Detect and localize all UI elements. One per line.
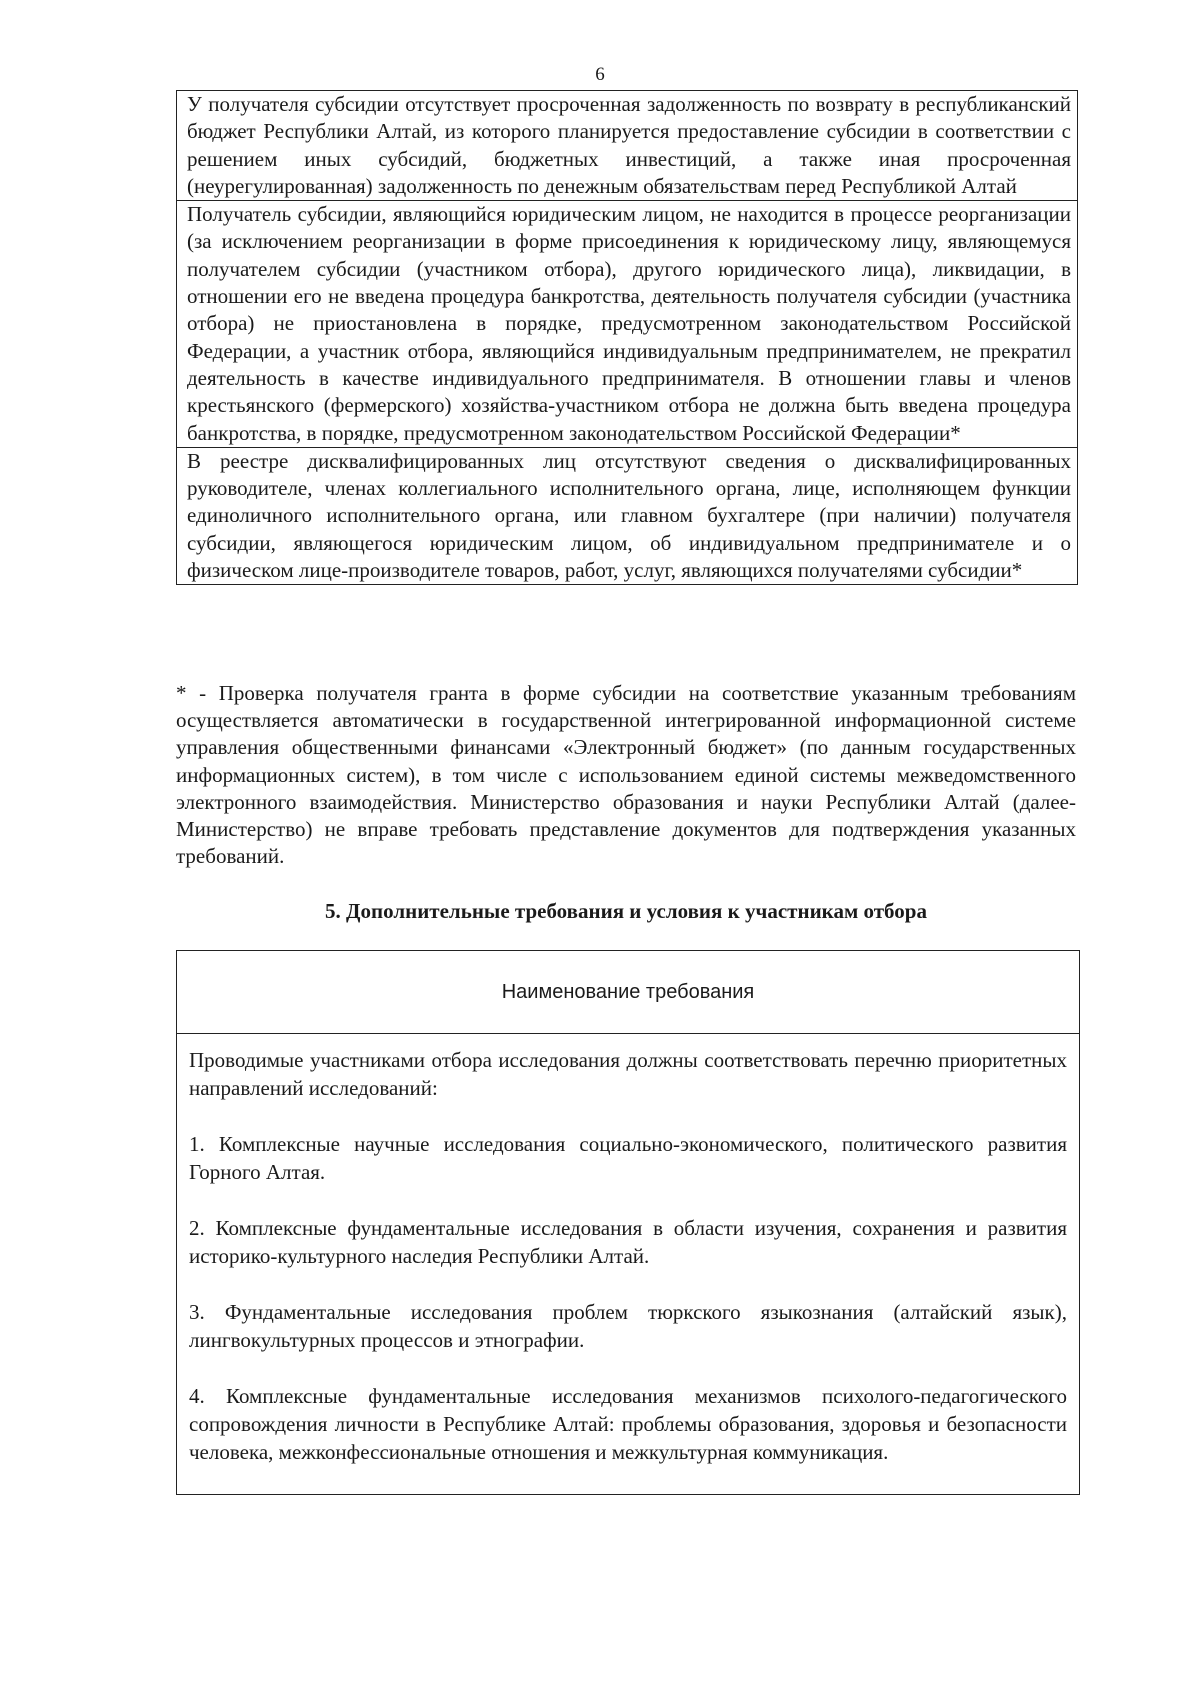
requirement-cell-no-reorganization: Получатель субсидии, являющийся юридическим лицом, не находится в процессе реорганизации (за исключением реорганизации в форме присоединения к юридическому лицу, являющемуся получателем субсидии (участником отбора), другого юридического лица), ликвидации, в отношении его не введена процедура банкротства, деятельность получателя субсидии (участника отбора) не приостановлена в порядке, предусмотренном законодательством Российской Федерации, а участник отбора, являющийся индивидуальным предпринимателем, не прекратил деятельность в качестве индивидуального предпринимателя. В отношении главы и членов крестьянского (фермерского) хозяйства-участником отбора не должна быть введена процедура банкротства, в порядке, предусмотренном законодательством Российской Федерации*	[177, 201, 1077, 448]
requirement-cell-no-debt: У получателя субсидии отсутствует просроченная задолженность по возврату в республиканский бюджет Республики Алтай, из которого планируется предоставление субсидии в соответствии с решением иных субсидий, бюджетных инвестиций, а также иная просроченная (неурегулированная) задолженность по денежным обязательствам перед Республикой Алтай	[177, 91, 1077, 201]
direction-item: 3. Фундаментальные исследования проблем тюркского языкознания (алтайский язык), лингвокультурных процессов и этнографии.	[189, 1300, 1067, 1352]
additional-requirements-table	[176, 950, 1080, 1495]
direction-item: 1. Комплексные научные исследования социально-экономического, политического развития Горного Алтая.	[189, 1132, 1067, 1184]
footnote: * - Проверка получателя гранта в форме субсидии на соответствие указанным требованиям осуществляется автоматически в государственной интегрированной информационной системе управления общественными финансами «Электронный бюджет» (по данным государственных информационных систем), в том числе с использованием единой системы межведомственного электронного взаимодействия. Министерство образования и науки Республики Алтай (далее- Министерство) не вправе требовать представление документов для подтверждения указанных требований.	[176, 681, 1076, 869]
table-body	[177, 1034, 1079, 1494]
table-header-label: Наименование требования	[501, 980, 755, 1003]
requirement-cell-no-disqualification: В реестре дисквалифицированных лиц отсутствуют сведения о дисквалифицированных руководителе, членах коллегиального исполнительного органа, лице, исполняющем функции единоличного исполнительного органа, или главном бухгалтере (при наличии) получателя субсидии, являющегося юридическим лицом, об индивидуальном предпринимателе и о физическом лице-производителе товаров, работ, услуг, являющихся получателями субсидии*	[177, 448, 1077, 585]
page-number: 6	[595, 64, 605, 85]
section-heading: 5. Дополнительные требования и условия к участникам отбора	[325, 899, 927, 923]
table-header	[177, 951, 1079, 1034]
requirements-table	[176, 90, 1078, 585]
directions-intro: Проводимые участниками отбора исследования должны соответствовать перечню приоритетных направлений исследований:	[189, 1048, 1067, 1100]
direction-item: 4. Комплексные фундаментальные исследования механизмов психолого-педагогического сопровождения личности в Республике Алтай: проблемы образования, здоровья и безопасности человека, межконфессиональные отношения и межкультурная коммуникация.	[189, 1384, 1067, 1464]
direction-item: 2. Комплексные фундаментальные исследования в области изучения, сохранения и развития историко-культурного наследия Республики Алтай.	[189, 1216, 1067, 1268]
